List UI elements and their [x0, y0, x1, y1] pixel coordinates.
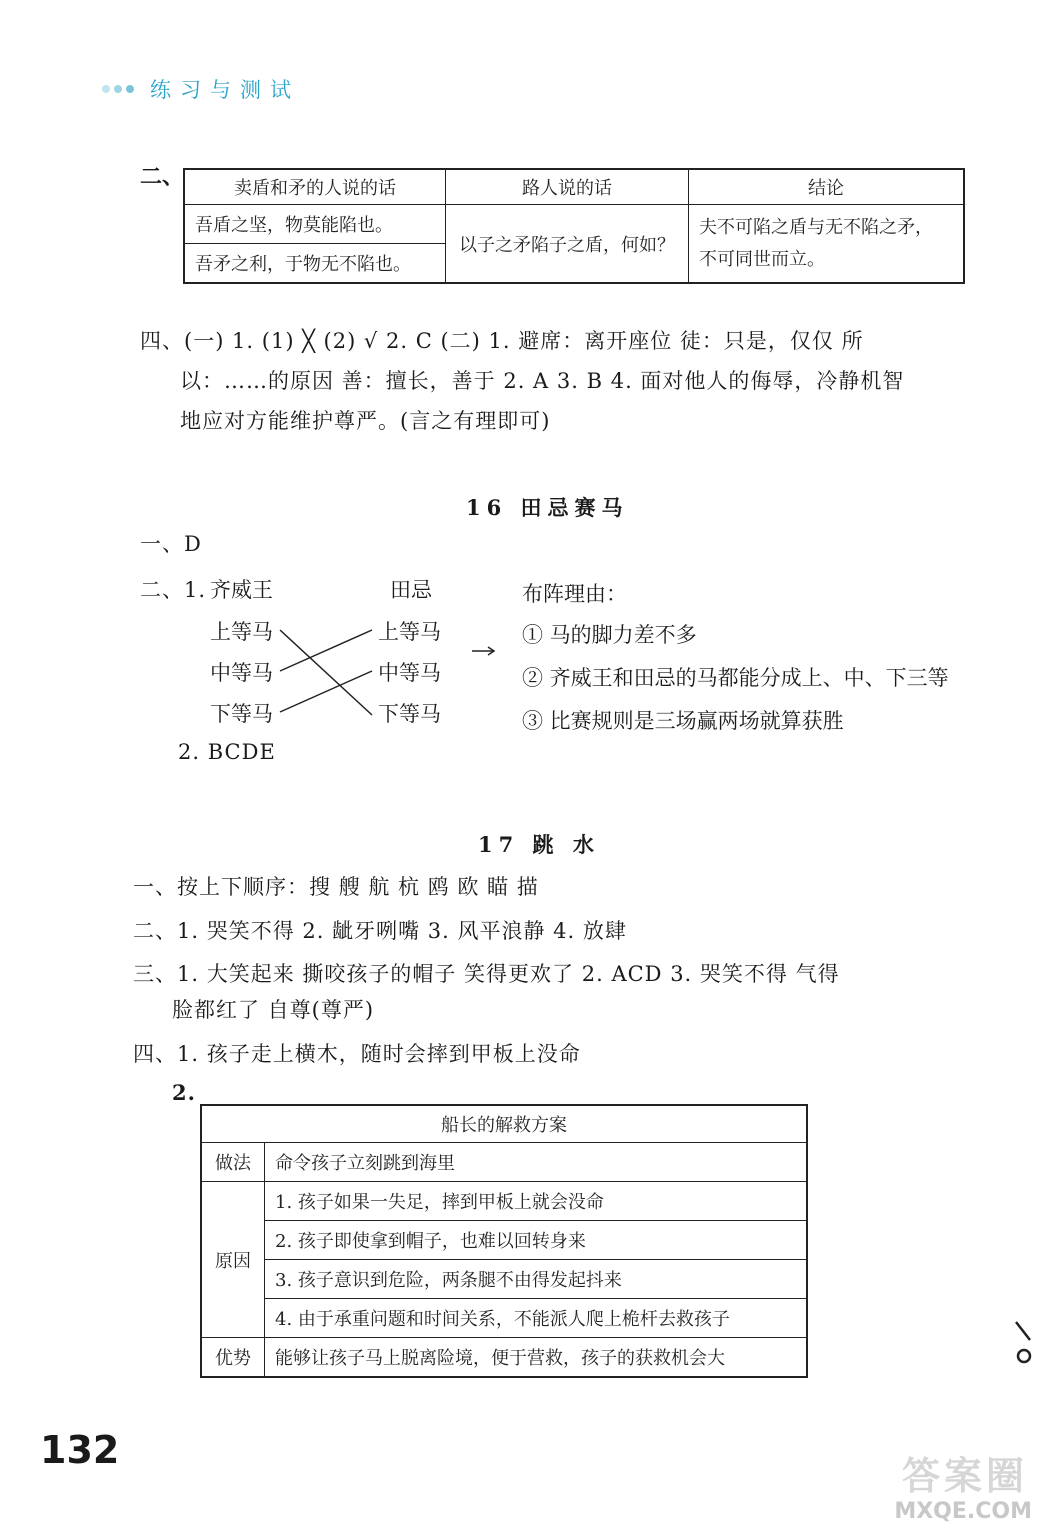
header-title: 练习与测试	[150, 78, 300, 102]
left-horse: 上等马	[210, 620, 273, 644]
table-cell: 2. 孩子即使拿到帽子，也难以回转身来	[265, 1221, 808, 1260]
answer-line: 三、1. 大笑起来 撕咬孩子的帽子 笑得更欢了 2. ACD 3. 哭笑不得 气得	[133, 962, 840, 986]
watermark-url: MXQE.COM	[894, 1499, 1032, 1524]
right-horse: 中等马	[378, 661, 441, 685]
conclusion-line: 夫不可陷之盾与无不陷之矛，	[699, 216, 933, 238]
table-cell: 以子之矛陷子之盾，何如？	[446, 205, 689, 284]
answer-line: 一、D	[140, 532, 202, 556]
row-label: 优势	[201, 1338, 265, 1378]
reason-item: ③ 比赛规则是三场赢两场就算获胜	[522, 709, 844, 733]
table-cell: 3. 孩子意识到危险，两条腿不由得发起抖来	[265, 1260, 808, 1299]
left-horse: 下等马	[210, 702, 273, 726]
table-header: 结论	[689, 169, 965, 205]
conclusion-line: 不可同世而立。	[699, 248, 825, 270]
rescue-plan-table	[200, 1104, 808, 1378]
answer-line: 脸都红了 自尊(尊严)	[172, 998, 375, 1022]
table-cell: 1. 孩子如果一失足，摔到甲板上就会没命	[265, 1182, 808, 1221]
answer-line: 2.	[172, 1080, 196, 1105]
table-header: 路人说的话	[446, 169, 689, 205]
reason-title: 布阵理由：	[522, 582, 627, 606]
table-cell: 能够让孩子马上脱离险境，便于营救，孩子的获救机会大	[265, 1338, 808, 1378]
table-cell: 吾盾之坚，物莫能陷也。	[184, 205, 446, 244]
right-header: 田忌	[390, 578, 432, 602]
answer-line: 四、1. 孩子走上横木，随时会摔到甲板上没命	[133, 1042, 581, 1066]
side-mark-icon	[1010, 1318, 1040, 1368]
question-label: 二、1.	[140, 578, 207, 602]
section-2-label: 二、	[140, 164, 185, 190]
lesson-17-title: 17 跳 水	[478, 832, 600, 857]
answer-line: 2. BCDE	[178, 740, 276, 764]
right-horse: 下等马	[378, 702, 441, 726]
right-horse: 上等马	[378, 620, 441, 644]
left-header: 齐威王	[210, 578, 273, 602]
table-cell: 命令孩子立刻跳到海里	[265, 1143, 808, 1182]
table-cell: 吾矛之利，于物无不陷也。	[184, 244, 446, 284]
reason-item: ② 齐威王和田忌的马都能分成上、中、下三等	[522, 666, 949, 690]
lesson-16-title: 16 田忌赛马	[466, 495, 629, 520]
table-cell: 4. 由于承重问题和时间关系，不能派人爬上桅杆去救孩子	[265, 1299, 808, 1338]
answer-line: 一、按上下顺序：搜 艘 航 杭 鸥 欧 瞄 描	[133, 875, 539, 899]
reason-item: ① 马的脚力差不多	[522, 623, 697, 647]
answer-line: 以：……的原因 善：擅长，善于 2. A 3. B 4. 面对他人的侮辱，冷静机智	[180, 369, 905, 393]
row-label: 原因	[201, 1182, 265, 1338]
row-label: 做法	[201, 1143, 265, 1182]
table-caption: 船长的解救方案	[201, 1105, 807, 1143]
page-number: 132	[40, 1428, 120, 1472]
left-horse: 中等马	[210, 661, 273, 685]
answer-line: 地应对方能维护尊严。(言之有理即可)	[180, 409, 551, 433]
answer-line: 二、1. 哭笑不得 2. 龇牙咧嘴 3. 风平浪静 4. 放肆	[133, 919, 627, 943]
answer-line: 四、(一) 1. (1) ╳ (2) √ 2. C (二) 1. 避席：离开座位 徒：只是，仅仅 所	[140, 329, 864, 353]
watermark-logo: 答案圈	[901, 1454, 1028, 1498]
table-header: 卖盾和矛的人说的话	[184, 169, 446, 205]
